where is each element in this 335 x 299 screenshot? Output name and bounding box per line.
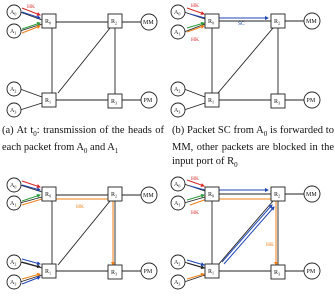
caption-b: (b) Packet SC from $A_0$ is forwarded to MM, other packets are blocked in the input port of $R_0$ <box>172 125 334 170</box>
packet-label-sc: SC <box>238 21 245 27</box>
node-a1-label: $A_1$ <box>10 201 17 208</box>
node-a0-label: $A_0$ <box>174 182 181 189</box>
node-pm-label: PM <box>306 269 316 275</box>
router-r1-label: $R_1$ <box>208 269 215 276</box>
router-r2-label: $R_2$ <box>111 192 118 199</box>
packet-label-hk: HK <box>27 4 35 10</box>
caption-a: (a) At $t_0$: transmission of the heads of each packet from $A_0$ and $A_1$ <box>2 125 165 156</box>
router-r0-label: $R_0$ <box>45 19 52 26</box>
router-r2-label: $R_2$ <box>274 19 281 26</box>
panel-c <box>7 178 157 289</box>
node-a0-label: $A_0$ <box>10 10 17 17</box>
node-a3-label: $A_3$ <box>10 108 17 115</box>
panel-d <box>171 176 320 289</box>
node-a0-label: $A_0$ <box>174 10 181 17</box>
node-a2-label: $A_2$ <box>10 260 17 267</box>
packet-label-hk: HK <box>191 176 199 182</box>
router-r1-label: $R_1$ <box>208 98 215 105</box>
node-a2-label: $A_2$ <box>10 87 17 94</box>
router-r3-label: $R_3$ <box>274 99 281 106</box>
packet-label-hk: HK <box>191 3 199 9</box>
router-r3-label: $R_3$ <box>111 270 118 277</box>
packet-label-hk: HK <box>266 242 274 248</box>
node-a1-label: $A_1$ <box>10 29 17 36</box>
node-a1-label: $A_1$ <box>174 30 181 37</box>
node-a3-label: $A_3$ <box>10 280 17 287</box>
panel-b <box>171 3 320 117</box>
router-r3-label: $R_3$ <box>111 99 118 106</box>
node-mm-label: MM <box>143 20 154 26</box>
node-mm-label: MM <box>306 19 317 25</box>
router-r1-label: $R_1$ <box>45 98 52 105</box>
node-pm-label: PM <box>306 98 316 104</box>
node-mm-label: MM <box>143 193 154 199</box>
router-r0-label: $R_0$ <box>208 19 215 26</box>
node-mm-label: MM <box>306 192 317 198</box>
router-r2-label: $R_2$ <box>111 19 118 26</box>
node-a2-label: $A_2$ <box>174 260 181 267</box>
packet-label-hk: HK <box>191 210 199 216</box>
node-a3-label: $A_3$ <box>174 280 181 287</box>
node-a3-label: $A_3$ <box>174 108 181 115</box>
panel-a <box>7 4 157 117</box>
router-r3-label: $R_3$ <box>274 270 281 277</box>
node-a1-label: $A_1$ <box>174 201 181 208</box>
node-pm-label: PM <box>143 269 153 275</box>
router-r2-label: $R_2$ <box>274 192 281 199</box>
router-r1-label: $R_1$ <box>45 269 52 276</box>
node-a2-label: $A_2$ <box>174 87 181 94</box>
packet-label-hk: HK <box>76 204 84 210</box>
node-pm-label: PM <box>143 98 153 104</box>
packet-label-hk: HK <box>191 37 199 43</box>
router-r0-label: $R_0$ <box>208 192 215 199</box>
node-a0-label: $A_0$ <box>10 183 17 190</box>
router-r0-label: $R_0$ <box>45 192 52 199</box>
